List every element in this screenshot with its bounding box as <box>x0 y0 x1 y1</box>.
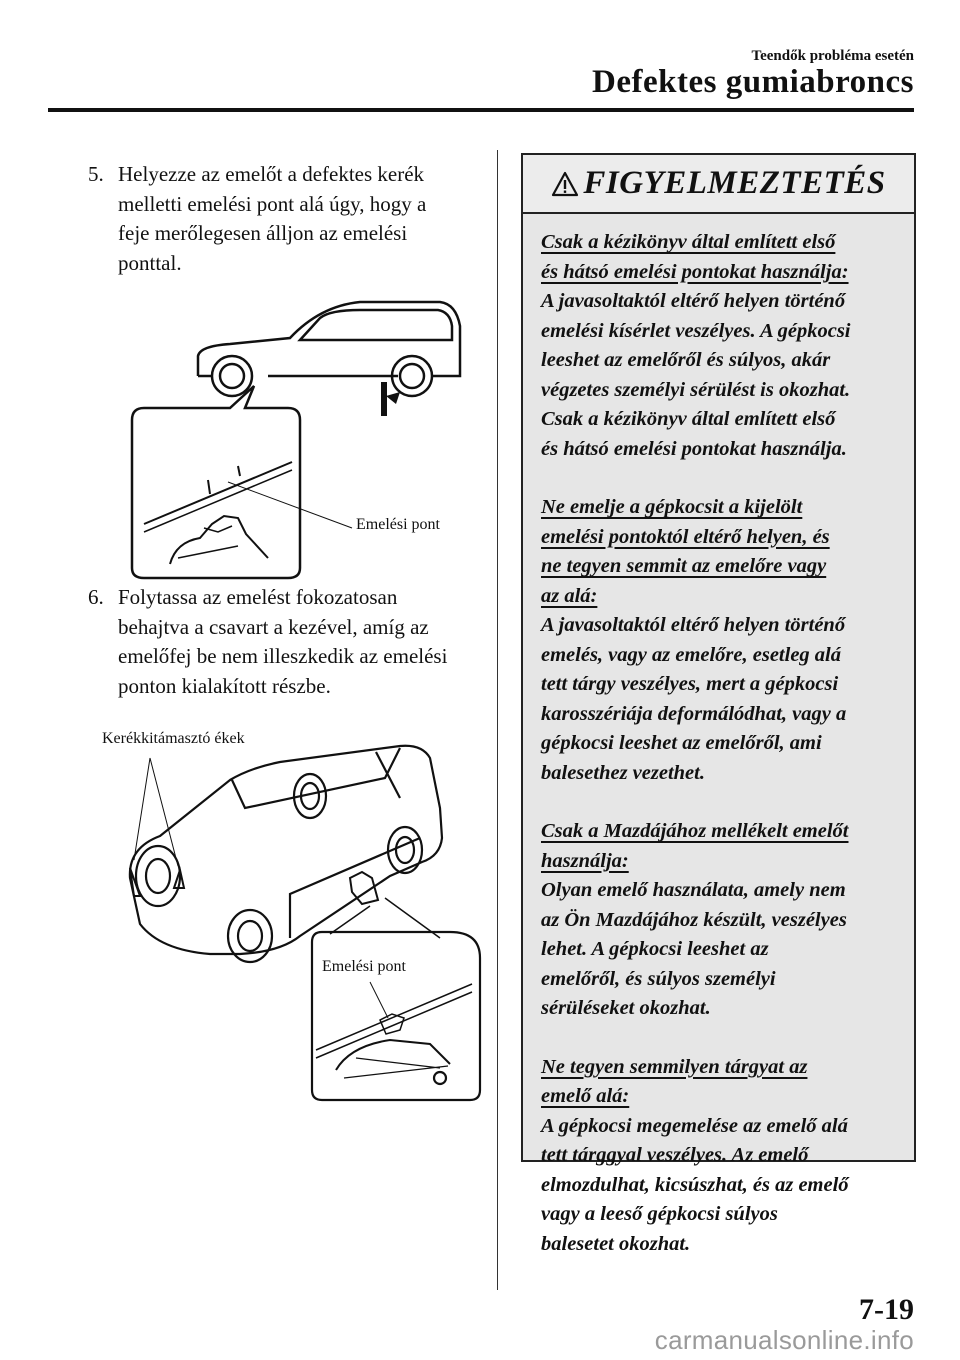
step-line: emelőfej be nem illeszkedik az emelési <box>118 644 448 668</box>
car-perspective-jack-illustration <box>100 728 485 1108</box>
step-line: ponttal. <box>118 250 182 275</box>
paragraph-gap <box>541 788 902 817</box>
warning-heading-line: Ne tegyen semmilyen tárgyat az <box>541 1055 808 1078</box>
warning-heading-line: használja: <box>541 849 629 872</box>
step-line: melletti emelési pont alá úgy, hogy a <box>118 191 427 216</box>
warning-text-line: balesetet okozhat. <box>541 1232 691 1255</box>
warning-text-line: emelési kísérlet veszélyes. A gépkocsi <box>541 319 851 342</box>
warning-text-line: A javasoltaktól eltérő helyen történő <box>541 290 846 312</box>
step-line: Helyezze az emelőt a defektes kerék <box>118 162 425 186</box>
warning-heading-line: Csak a kézikönyv által említett első <box>541 231 836 253</box>
warning-text-line: elmozdulhat, kicsúszhat, és az emelő <box>541 1173 849 1196</box>
warning-heading-line: az alá: <box>541 584 598 607</box>
header-rule <box>48 108 914 112</box>
step-number: 5. <box>88 162 104 186</box>
column-divider <box>497 150 498 1290</box>
step-text <box>88 583 478 701</box>
warning-text-line: az Ön Mazdájához készült, veszélyes <box>541 908 847 931</box>
warning-heading-line: emelő alá: <box>541 1085 630 1107</box>
warning-text-line: lehet. A gépkocsi leeshet az <box>541 938 769 960</box>
warning-text-line: Olyan emelő használata, amely nem <box>541 879 846 901</box>
warning-body <box>523 214 914 1255</box>
warning-text-line: A javasoltaktól eltérő helyen történő <box>541 614 846 636</box>
section-title: Teendők probléma esetén <box>751 48 914 64</box>
step-6 <box>88 583 478 701</box>
lifting-point-label: Emelési pont <box>356 516 440 533</box>
lifting-point-label: Emelési pont <box>322 958 406 975</box>
page-number: 7-19 <box>859 1293 914 1326</box>
step-number: 6. <box>88 585 104 609</box>
warning-heading-line: ne tegyen semmit az emelőre vagy <box>541 555 827 577</box>
warning-text-line: emelőről, és súlyos személyi <box>541 967 776 990</box>
warning-heading-line: Ne emelje a gépkocsit a kijelölt <box>541 496 803 518</box>
step-line: behajtva a csavart a kezével, amíg az <box>118 614 429 639</box>
figure-wheel-chocks <box>100 728 485 1108</box>
warning-text-line: és hátsó emelési pontokat használja. <box>541 437 847 460</box>
page-title: Defektes gumiabroncs <box>592 64 914 100</box>
warning-heading-line: és hátsó emelési pontokat használja: <box>541 260 849 283</box>
paragraph-gap <box>541 1024 902 1053</box>
watermark: carmanualsonline.info <box>654 1325 914 1355</box>
warning-text-line: sérüléseket okozhat. <box>541 997 711 1019</box>
warning-box <box>521 153 916 1255</box>
warning-text-line: tett tárggyal veszélyes. Az emelő <box>541 1144 809 1166</box>
figure-lifting-point <box>120 296 470 581</box>
step-5 <box>88 160 478 278</box>
warning-text-line: balesethez vezethet. <box>541 761 705 784</box>
warning-text-line: vagy a leeső gépkocsi súlyos <box>541 1203 778 1225</box>
paragraph-gap <box>541 464 902 493</box>
step-line: ponton kialakított részbe. <box>118 673 331 698</box>
warning-title: FIGYELMEZTETÉS <box>583 165 886 201</box>
warning-text-line: karosszériája deformálódhat, vagy a <box>541 702 847 725</box>
warning-text-line: A gépkocsi megemelése az emelő alá <box>541 1114 848 1137</box>
warning-text-line: gépkocsi leeshet az emelőről, ami <box>541 732 822 754</box>
step-line: feje merőlegesen álljon az emelési <box>118 221 408 245</box>
warning-text-line: tett tárgy veszélyes, mert a gépkocsi <box>541 673 839 695</box>
warning-text-line: emelés, vagy az emelőre, esetleg alá <box>541 643 841 666</box>
warning-heading-line: emelési pontoktól eltérő helyen, és <box>541 525 830 548</box>
step-text <box>88 160 478 278</box>
wheel-chocks-label: Kerékkitámasztó ékek <box>102 730 245 747</box>
warning-text-line: Csak a kézikönyv által említett első <box>541 408 836 430</box>
warning-text-line: végzetes személyi sérülést is okozhat. <box>541 378 851 401</box>
step-line: Folytassa az emelést fokozatosan <box>118 585 398 609</box>
warning-triangle-icon <box>551 171 579 197</box>
warning-heading-line: Csak a Mazdájához mellékelt emelőt <box>541 820 849 842</box>
car-side-jack-illustration <box>120 296 470 581</box>
warning-text-line: leeshet az emelőről és súlyos, akár <box>541 349 831 371</box>
warning-header <box>523 155 914 214</box>
